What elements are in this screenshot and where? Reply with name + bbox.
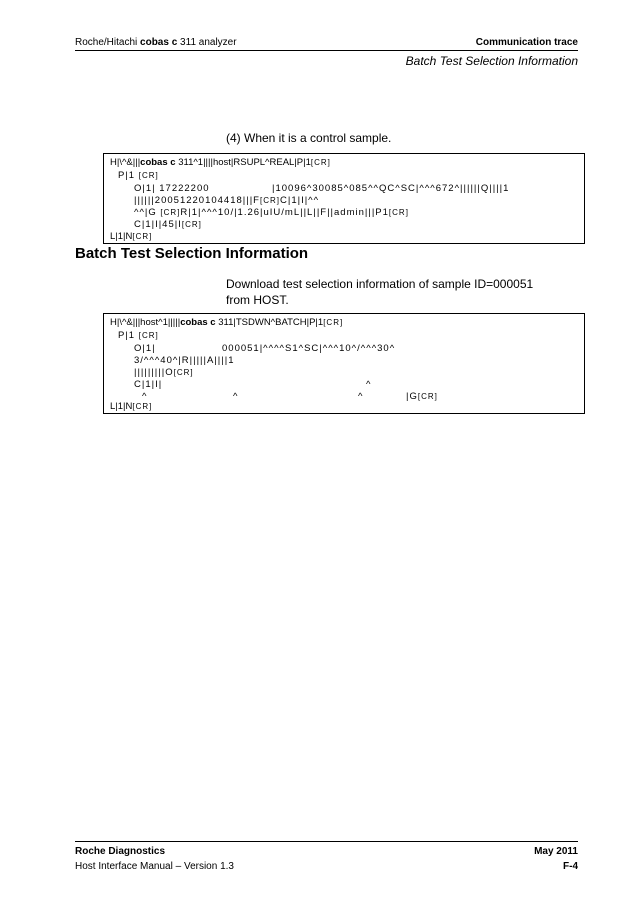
cs-line-5: ^^|G [CR]R|1|^^^10/|1.26|uIU/mL||L||F||admin|||P1[CR] [134, 207, 409, 218]
cs-line-4: ||||||20051220104418|||F[CR]C|1|I|^^ [134, 195, 320, 206]
dl-line-3b: 000051|^^^^S1^SC|^^^10^/^^^30^ [222, 343, 396, 354]
dl-line-6a: C|1|I| [134, 379, 163, 390]
dl-line-7b: ^ [233, 391, 239, 402]
header-product [75, 37, 237, 48]
dl-line-7c: ^ [358, 391, 364, 402]
footer-date: May 2011 [534, 846, 578, 857]
dl-line-8: L|1|N[CR] [110, 401, 153, 412]
dl-line-7d: |G[CR] [406, 391, 438, 402]
dl-line-7a: ^ [142, 391, 148, 402]
section-description-line-2: from HOST. [226, 293, 289, 307]
cs-line-3b: |10096^30085^085^^QC^SC|^^^672^||||||Q||||1 [272, 183, 510, 194]
dl-line-2: P|1 [CR] [118, 330, 159, 341]
cs-line-2: P|1 [CR] [118, 170, 159, 181]
footer-company: Roche Diagnostics [75, 846, 166, 857]
section-description-line-1: Download test selection information of sample ID=000051 [226, 277, 534, 291]
dl-line-5: |||||||||O[CR] [134, 367, 194, 378]
cs-line-1: H|\^&|||cobas c 311^1||||host|RSUPL^REAL|P|1[CR] [110, 157, 331, 168]
cs-line-7: L|1|N[CR] [110, 231, 153, 242]
header-left-prefix: Roche/Hitachi [75, 37, 141, 48]
header-rule [75, 50, 578, 51]
header-subtitle: Batch Test Selection Information [405, 54, 578, 68]
cs-line-6: C|1|I|45|I[CR] [134, 219, 202, 230]
dl-line-1: H|\^&|||host^1|||||cobas c 311|TSDWN^BATCH|P|1[CR] [110, 317, 344, 328]
footer-page-number: F-4 [563, 861, 578, 872]
control-sample-caption: (4) When it is a control sample. [226, 131, 392, 145]
dl-line-3a: O|1| [134, 343, 156, 354]
header-doc-title: Communication trace [475, 37, 578, 48]
footer-rule [75, 841, 578, 842]
header-left-suffix: 311 analyzer [177, 37, 237, 48]
header-left-bold: cobas c [140, 37, 178, 48]
section-title: Batch Test Selection Information [75, 245, 309, 262]
dl-line-4: 3/^^^40^|R|||||A||||1 [134, 355, 235, 366]
dl-line-6b: ^ [366, 379, 372, 390]
cs-line-3a: O|1| 17222200 [134, 183, 210, 194]
footer-manual: Host Interface Manual – Version 1.3 [75, 861, 234, 872]
